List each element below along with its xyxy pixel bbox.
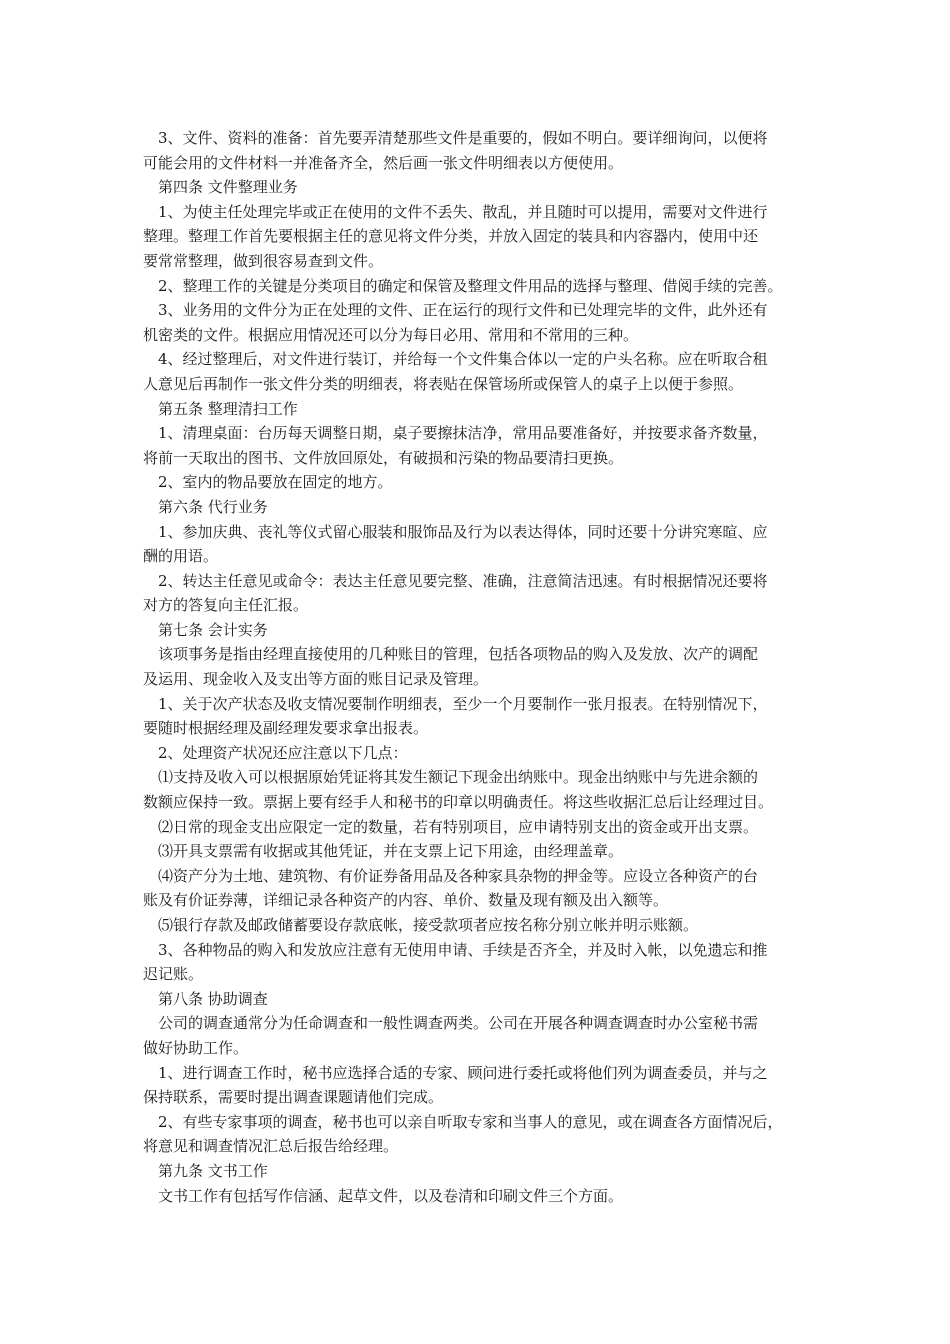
paragraph bbox=[143, 495, 818, 520]
paragraph bbox=[143, 298, 818, 347]
text-line: 整理。整理工作首先要根据主任的意见将文件分类，并放入固定的装具和内容器内，使用中还 bbox=[143, 227, 759, 246]
paragraph bbox=[143, 1159, 818, 1184]
text-line: 机密类的文件。根据应用情况还可以分为每日必用、常用和不常用的三种。 bbox=[143, 325, 639, 344]
text-line: 2、整理工作的关键是分类项目的确定和保管及整理文件用品的选择与整理、借阅手续的完善。 bbox=[143, 276, 783, 295]
paragraph bbox=[143, 765, 818, 814]
paragraph bbox=[143, 1184, 818, 1209]
text-line: ⑶开具支票需有收据或其他凭证，并在支票上记下用途，由经理盖章。 bbox=[143, 842, 624, 861]
text-line: 1、为使主任处理完毕或正在使用的文件不丢失、散乱，并且随时可以提用，需要对文件进行 bbox=[143, 202, 768, 221]
text-line: 酬的用语。 bbox=[143, 547, 219, 566]
text-line: ⑵日常的现金支出应限定一定的数量，若有特别项目，应申请特别支出的资金或开出支票。 bbox=[143, 817, 759, 836]
paragraph bbox=[143, 569, 818, 618]
text-line: 2、室内的物品要放在固定的地方。 bbox=[143, 473, 393, 492]
text-line: ⑸银行存款及邮政储蓄要设存款底帐，接受款项者应按名称分别立帐并明示账额。 bbox=[143, 916, 699, 934]
text-line: 可能会用的文件材料一并准备齐全，然后画一张文件明细表以方便使用。 bbox=[143, 153, 624, 172]
paragraph bbox=[143, 347, 818, 396]
text-line: 1、清理桌面：台历每天调整日期，桌子要擦抹洁净，常用品要准备好，并按要求备齐数量， bbox=[143, 424, 768, 443]
text-line: 1、参加庆典、丧礼等仪式留心服装和服饰品及行为以表达得体，同时还要十分讲究寒暄、应 bbox=[143, 522, 768, 541]
paragraph bbox=[143, 397, 818, 422]
paragraph bbox=[143, 1011, 818, 1060]
paragraph bbox=[143, 692, 818, 741]
paragraph bbox=[143, 938, 818, 987]
text-line: 2、有些专家事项的调查，秘书也可以亲自听取专家和当事人的意见，或在调查各方面情况后， bbox=[143, 1112, 783, 1131]
paragraph bbox=[143, 1061, 818, 1110]
paragraph bbox=[143, 470, 818, 495]
text-line: 账及有价证券薄，详细记录各种资产的内容、单价、数量及现有额及出入额等。 bbox=[143, 891, 669, 910]
paragraph bbox=[143, 815, 818, 840]
paragraph bbox=[143, 1110, 818, 1159]
text-line: 2、转达主任意见或命令：表达主任意见要完整、准确，注意简洁迅速。有时根据情况还要将 bbox=[143, 571, 768, 590]
text-line: 第四条 文件整理业务 bbox=[143, 178, 298, 197]
text-line: 公司的调查通常分为任命调查和一般性调查两类。公司在开展各种调查调查时办公室秘书需 bbox=[143, 1014, 759, 1033]
text-line: 人意见后再制作一张文件分类的明细表，将表贴在保管场所或保管人的桌子上以便于参照。 bbox=[143, 374, 744, 393]
paragraph bbox=[143, 864, 818, 913]
text-line: 第七条 会计实务 bbox=[143, 620, 268, 639]
text-line: 迟记账。 bbox=[143, 965, 204, 984]
text-line: 1、关于次产状态及收支情况要制作明细表，至少一个月要制作一张月报表。在特别情况下， bbox=[143, 694, 768, 713]
text-line: 保持联系，需要时提出调查课题请他们完成。 bbox=[143, 1088, 444, 1107]
text-line: 及运用、现金收入及支出等方面的账目记录及管理。 bbox=[143, 670, 489, 689]
text-line: ⑷资产分为土地、建筑物、有价证券备用品及各种家具杂物的押金等。应设立各种资产的台 bbox=[143, 866, 759, 885]
text-line: 将意见和调查情况汇总后报告给经理。 bbox=[143, 1137, 399, 1156]
text-line: 3、文件、资料的准备：首先要弄清楚那些文件是重要的，假如不明白。要详细询问，以便将 bbox=[143, 129, 768, 147]
text-line: 将前一天取出的图书、文件放回原处，有破损和污染的物品要清扫更换。 bbox=[143, 448, 624, 467]
text-line: 2、处理资产状况还应注意以下几点： bbox=[143, 743, 408, 762]
text-line: 该项事务是指由经理直接使用的几种账目的管理，包括各项物品的购入及发放、次产的调配 bbox=[143, 645, 759, 664]
text-line: 数额应保持一致。票据上要有经手人和秘书的印章以明确责任。将这些收据汇总后让经理过目。 bbox=[143, 793, 774, 812]
paragraph bbox=[143, 913, 818, 938]
text-line: 第六条 代行业务 bbox=[143, 497, 268, 516]
text-line: 1、进行调查工作时，秘书应选择合适的专家、顾问进行委托或将他们列为调查委员，并与之 bbox=[143, 1063, 768, 1082]
paragraph bbox=[143, 839, 818, 864]
text-line: 4、经过整理后，对文件进行装订，并给每一个文件集合体以一定的户头名称。应在听取合租 bbox=[143, 350, 768, 369]
paragraph bbox=[143, 642, 818, 691]
paragraph bbox=[143, 200, 818, 274]
paragraph bbox=[143, 741, 818, 766]
paragraph bbox=[143, 987, 818, 1012]
paragraph bbox=[143, 274, 818, 299]
paragraph bbox=[143, 618, 818, 643]
paragraph bbox=[143, 520, 818, 569]
document-body bbox=[143, 126, 818, 1208]
text-line: 第五条 整理清扫工作 bbox=[143, 399, 298, 418]
paragraph bbox=[143, 421, 818, 470]
text-line: 要随时根据经理及副经理发要求拿出报表。 bbox=[143, 719, 429, 738]
paragraph bbox=[143, 175, 818, 200]
text-line: 3、各种物品的购入和发放应注意有无使用申请、手续是否齐全，并及时入帐，以免遗忘和推 bbox=[143, 940, 768, 959]
text-line: 做好协助工作。 bbox=[143, 1038, 249, 1057]
text-line: 第九条 文书工作 bbox=[143, 1161, 268, 1180]
text-line: 要常常整理，做到很容易查到文件。 bbox=[143, 251, 384, 270]
paragraph bbox=[143, 126, 818, 175]
text-line: 对方的答复向主任汇报。 bbox=[143, 596, 309, 615]
text-line: ⑴支持及收入可以根据原始凭证将其发生额记下现金出纳账中。现金出纳账中与先进余额的 bbox=[143, 768, 759, 787]
text-line: 文书工作有包括写作信涵、起草文件，以及卷清和印刷文件三个方面。 bbox=[143, 1186, 624, 1205]
text-line: 3、业务用的文件分为正在处理的文件、正在运行的现行文件和已处理完毕的文件，此外还有 bbox=[143, 301, 768, 320]
text-line: 第八条 协助调查 bbox=[143, 989, 268, 1008]
